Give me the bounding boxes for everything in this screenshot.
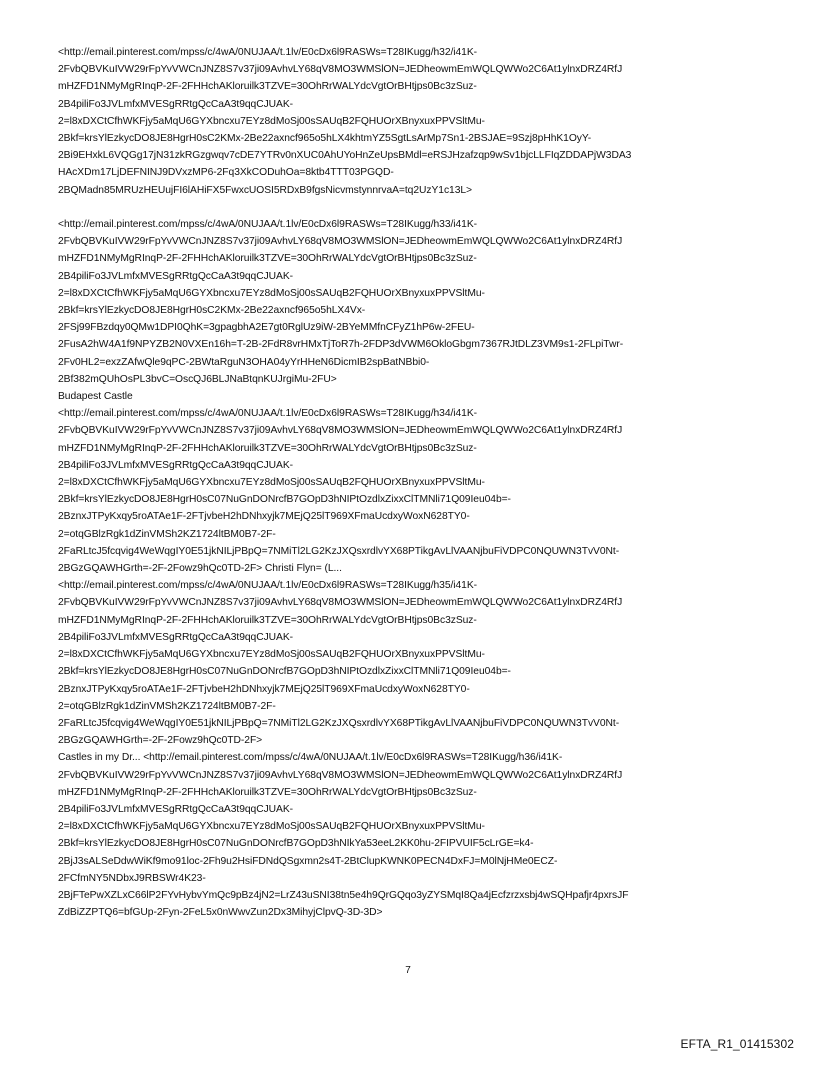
text-line: mHZFD1NMyMgRInqP-2F-2FHHchAKloruilk3TZVE=30OhRrWALYdcVgtOrBHtjps0Bc3zSuz- bbox=[58, 614, 477, 626]
text-line: mHZFD1NMyMgRInqP-2F-2FHHchAKloruilk3TZVE=30OhRrWALYdcVgtOrBHtjps0Bc3zSuz- bbox=[58, 253, 477, 265]
text-line: <http://email.pinterest.com/mpss/c/4wA/0NUJAA/t.1lv/E0cDx6l9RASWs=T28IKugg/h34/i41K- bbox=[58, 408, 478, 420]
text-line: mHZFD1NMyMgRInqP-2F-2FHHchAKloruilk3TZVE=30OhRrWALYdcVgtOrBHtjps0Bc3zSuz- bbox=[58, 81, 477, 93]
text-line: 2=l8xDXCtCfhWKFjy5aMqU6GYXbncxu7EYz8dMoSj00sSAUqB2FQHUOrXBnyxuxPPVSltMu- bbox=[58, 287, 485, 299]
text-line: <http://email.pinterest.com/mpss/c/4wA/0NUJAA/t.1lv/E0cDx6l9RASWs=T28IKugg/h35/i41K- bbox=[58, 580, 478, 592]
text-line: 2B4piliFo3JVLmfxMVESgRRtgQcCaA3t9qqCJUAK- bbox=[58, 98, 294, 110]
text-line: 2Fv0HL2=exzZAfwQle9qPC-2BWtaRguN3OHA04yYrHHeN6DicmIB2spBatNBbi0- bbox=[58, 356, 430, 368]
text-line: 2B4piliFo3JVLmfxMVESgRRtgQcCaA3t9qqCJUAK- bbox=[58, 631, 294, 643]
text-line: 2FvbQBVKuIVW29rFpYvVWCnJNZ8S7v37ji09AvhvLY68qV8MO3WMSlON=JEDheowmEmWQLQWWo2C6At1ylnxDRZ4RfJ bbox=[58, 425, 623, 437]
text-line: 2Bkf=krsYlEzkycDO8JE8HgrH0sC07NuGnDONrcfB7GOpD3hNIPtOzdlxZixxClTMNli71Q09Ieu04b=- bbox=[58, 666, 511, 678]
text-line: 2Bkf=krsYlEzkycDO8JE8HgrH0sC07NuGnDONrcfB7GOpD3hNIPtOzdlxZixxClTMNli71Q09Ieu04b=- bbox=[58, 494, 511, 506]
text-line: mHZFD1NMyMgRInqP-2F-2FHHchAKloruilk3TZVE=30OhRrWALYdcVgtOrBHtjps0Bc3zSuz- bbox=[58, 442, 477, 454]
text-line: 2Bf382mQUhOsPL3bvC=OscQJ6BLJNaBtqnKUJrgiMu-2FU> bbox=[58, 373, 337, 385]
text-line: 2FvbQBVKuIVW29rFpYvVWCnJNZ8S7v37ji09AvhvLY68qV8MO3WMSlON=JEDheowmEmWQLQWWo2C6At1ylnxDRZ4RfJ bbox=[58, 64, 623, 76]
text-line: 2BjJ3sALSeDdwWiKf9mo91loc-2Fh9u2HsiFDNdQSgxmn2s4T-2BtClupKWNK0PECN4DxFJ=M0lNjHMe0ECZ- bbox=[58, 855, 558, 867]
text-line: 2BGzGQAWHGrth=-2F-2Fowz9hQc0TD-2F> bbox=[58, 735, 263, 747]
text-line: 2=l8xDXCtCfhWKFjy5aMqU6GYXbncxu7EYz8dMoSj00sSAUqB2FQHUOrXBnyxuxPPVSltMu- bbox=[58, 649, 485, 661]
text-line: 2=otqGBlzRgk1dZinVMSh2KZ1724ltBM0B7-2F- bbox=[58, 528, 276, 540]
text-line: 2FSj99FBzdqy0QMw1DPI0QhK=3gpagbhA2E7gt0RglUz9iW-2BYeMMfnCFyZ1hP6w-2FEU- bbox=[58, 322, 475, 334]
text-line: 2FvbQBVKuIVW29rFpYvVWCnJNZ8S7v37ji09AvhvLY68qV8MO3WMSlON=JEDheowmEmWQLQWWo2C6At1ylnxDRZ4RfJ bbox=[58, 236, 623, 248]
text-line: 2BjFTePwXZLxC66lP2FYvHybvYmQc9pBz4jN2=LrZ43uSNI38tn5e4h9QrGQqo3yZYSMqI8Qa4jEcfzrzxsbj4wSQHpafjr4pxrsJF bbox=[58, 889, 629, 901]
text-line: 2=l8xDXCtCfhWKFjy5aMqU6GYXbncxu7EYz8dMoSj00sSAUqB2FQHUOrXBnyxuxPPVSltMu- bbox=[58, 821, 485, 833]
text-line: 2BznxJTPyKxqy5roATAe1F-2FTjvbeH2hDNhxyjk7MEjQ25lT969XFmaUcdxyWoxN628TY0- bbox=[58, 683, 470, 695]
text-line: 2BGzGQAWHGrth=-2F-2Fowz9hQc0TD-2F> Christi Flyn= (L... bbox=[58, 563, 342, 575]
link-block-2 bbox=[58, 216, 778, 921]
text-line: 2Bkf=krsYlEzkycDO8JE8HgrH0sC2KMx-2Be22axncf965o5hLX4khtmYZ5SgtLsArMp7Sn1-2BSJAE=9Szj8pHhK1OyY- bbox=[58, 133, 592, 145]
text-line: 2=otqGBlzRgk1dZinVMSh2KZ1724ltBM0B7-2F- bbox=[58, 700, 276, 712]
paragraph-gap bbox=[58, 199, 778, 216]
text-line: 2Bkf=krsYlEzkycDO8JE8HgrH0sC07NuGnDONrcfB7GOpD3hNIkYa53eeL2KK0hu-2FIPVUIF5cLrGE=k4- bbox=[58, 838, 534, 850]
text-line: <http://email.pinterest.com/mpss/c/4wA/0NUJAA/t.1lv/E0cDx6l9RASWs=T28IKugg/h33/i41K- bbox=[58, 219, 478, 231]
text-line: ZdBiZZPTQ6=bfGUp-2Fyn-2FeL5x0nWwvZun2Dx3MihyjClpvQ-3D-3D> bbox=[58, 907, 383, 919]
text-line: 2FusA2hW4A1f9NPYZB2N0VXEn16h=T-2B-2FdR8vrHMxTjToR7h-2FDP3dVWM6OkloGbgm7367RJtDLZ3VM9s1-2FLpiTwr- bbox=[58, 339, 624, 351]
text-line: 2FaRLtcJ5fcqvig4WeWqgIY0E51jkNILjPBpQ=7NMiTl2LG2KzJXQsxrdlvYX68PTikgAvLlVAANjbuFiVDPC0NQUWN3TvV0Nt- bbox=[58, 545, 620, 557]
document-body bbox=[58, 44, 778, 921]
text-line: 2FvbQBVKuIVW29rFpYvVWCnJNZ8S7v37ji09AvhvLY68qV8MO3WMSlON=JEDheowmEmWQLQWWo2C6At1ylnxDRZ4RfJ bbox=[58, 769, 623, 781]
link-block-1 bbox=[58, 44, 778, 199]
document-id: EFTA_R1_01415302 bbox=[680, 1037, 794, 1051]
text-line: 2B4piliFo3JVLmfxMVESgRRtgQcCaA3t9qqCJUAK- bbox=[58, 270, 294, 282]
text-line: <http://email.pinterest.com/mpss/c/4wA/0NUJAA/t.1lv/E0cDx6l9RASWs=T28IKugg/h32/i41K- bbox=[58, 47, 478, 58]
text-line: 2=l8xDXCtCfhWKFjy5aMqU6GYXbncxu7EYz8dMoSj00sSAUqB2FQHUOrXBnyxuxPPVSltMu- bbox=[58, 477, 485, 489]
text-line: 2BznxJTPyKxqy5roATAe1F-2FTjvbeH2hDNhxyjk7MEjQ25lT969XFmaUcdxyWoxN628TY0- bbox=[58, 511, 470, 523]
text-line: 2Bi9EHxkL6VQGg17jN31zkRGzgwqv7cDE7YTRv0nXUC0AhUYoHnZeUpsBMdl=eRSJHzafzqp9wSv1bjcLLFIqZDDAPjW3DA3 bbox=[58, 150, 632, 162]
text-line: 2Bkf=krsYlEzkycDO8JE8HgrH0sC2KMx-2Be22axncf965o5hLX4Vx- bbox=[58, 305, 366, 317]
text-line: Budapest Castle bbox=[58, 391, 133, 403]
text-line: 2FaRLtcJ5fcqvig4WeWqgIY0E51jkNILjPBpQ=7NMiTl2LG2KzJXQsxrdlvYX68PTikgAvLlVAANjbuFiVDPC0NQUWN3TvV0Nt- bbox=[58, 717, 620, 729]
text-line: Castles in my Dr... <http://email.pinterest.com/mpss/c/4wA/0NUJAA/t.1lv/E0cDx6l9RASWs=T28IKugg/h36/i41K- bbox=[58, 752, 563, 764]
text-line: mHZFD1NMyMgRInqP-2F-2FHHchAKloruilk3TZVE=30OhRrWALYdcVgtOrBHtjps0Bc3zSuz- bbox=[58, 786, 477, 798]
text-line: 2BQMadn85MRUzHEUujFI6lAHiFX5FwxcUOSI5RDxB9fgsNicvmstynnrvaA=tq2UzY1c13L> bbox=[58, 184, 472, 196]
text-line: 2B4piliFo3JVLmfxMVESgRRtgQcCaA3t9qqCJUAK- bbox=[58, 459, 294, 471]
text-line: HAcXDm17LjDEFNINJ9DVxzMP6-2Fq3XkCODuhOa=8ktb4TTT03PGQD- bbox=[58, 167, 394, 179]
text-line: 2FvbQBVKuIVW29rFpYvVWCnJNZ8S7v37ji09AvhvLY68qV8MO3WMSlON=JEDheowmEmWQLQWWo2C6At1ylnxDRZ4RfJ bbox=[58, 597, 623, 609]
page-number: 7 bbox=[405, 965, 411, 976]
text-line: 2FCfmNY5NDbxJ9RBSWr4K23- bbox=[58, 872, 206, 884]
text-line: 2=l8xDXCtCfhWKFjy5aMqU6GYXbncxu7EYz8dMoSj00sSAUqB2FQHUOrXBnyxuxPPVSltMu- bbox=[58, 115, 485, 127]
text-line: 2B4piliFo3JVLmfxMVESgRRtgQcCaA3t9qqCJUAK- bbox=[58, 803, 294, 815]
